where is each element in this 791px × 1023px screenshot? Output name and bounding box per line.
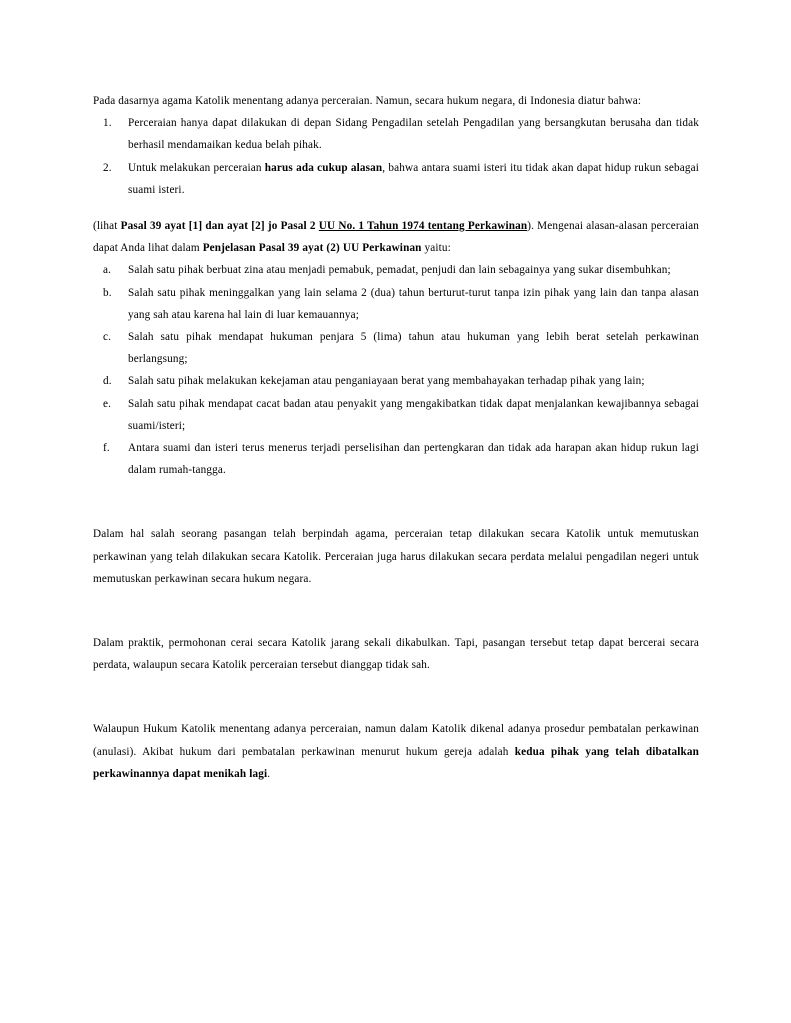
text-run: ). Mengenai alasan-alasan perceraian dapat Anda lihat dalam — [93, 220, 699, 255]
text-run: . — [267, 767, 271, 780]
alpha-list — [93, 259, 699, 481]
list-item — [93, 370, 699, 392]
list-item — [93, 157, 699, 201]
text-run: (lihat — [93, 220, 121, 233]
list-item — [93, 259, 699, 281]
list-marker: c. — [103, 331, 112, 344]
list-item-text: Perceraian hanya dapat dilakukan di depan Sidang Pengadilan setelah Pengadilan yang bersangkutan berusaha dan tidak berhasil mendamaikan kedua belah pihak. — [128, 117, 699, 152]
paragraph-religion-change: Dalam hal salah seorang pasangan telah berpindah agama, perceraian tetap dilakukan secara Katolik untuk memutuskan perkawinan yang telah dilakukan secara Katolik. Perceraian juga harus dilakukan secara perdata melalui pengadilan negeri untuk memutuskan perkawinan secara hukum negara. — [93, 528, 699, 585]
bold-text: Pasal 39 ayat [1] dan ayat [2] jo Pasal 2 — [120, 220, 319, 233]
list-item-text: Antara suami dan isteri terus menerus terjadi perselisihan dan pertengkaran dan tidak ada harapan akan hidup rukun lagi dalam rumah-tangga. — [128, 442, 699, 477]
list-marker: 2. — [103, 161, 112, 174]
bold-text: harus ada cukup alasan — [264, 161, 383, 174]
paragraph-practice: Dalam praktik, permohonan cerai secara Katolik jarang sekali dikabulkan. Tapi, pasangan tersebut tetap dapat bercerai secara perdata, walaupun secara Katolik perceraian tersebut dianggap tidak sah. — [93, 637, 699, 672]
numbered-list — [93, 112, 699, 201]
list-marker: a. — [103, 264, 112, 277]
list-marker: f. — [103, 442, 110, 455]
paragraph-intro: Pada dasarnya agama Katolik menentang adanya perceraian. Namun, secara hukum negara, di Indonesia diatur bahwa: — [93, 95, 642, 107]
list-marker: 1. — [103, 117, 112, 130]
list-item — [93, 326, 699, 370]
list-item-text: , bahwa antara suami isteri itu tidak akan dapat hidup rukun sebagai suami isteri. — [128, 161, 699, 196]
text-run: Walaupun Hukum Katolik menentang adanya perceraian, namun dalam Katolik dikenal adanya prosedur pembatalan perkawinan (anulasi). Akibat hukum dari pembatalan perkawinan menurut hukum gereja adalah — [93, 723, 699, 758]
text-run: yaitu: — [421, 242, 451, 255]
bold-text: Penjelasan Pasal 39 ayat (2) UU Perkawinan — [202, 242, 422, 255]
paragraph-reference — [93, 215, 699, 259]
law-link[interactable]: UU No. 1 Tahun 1974 tentang Perkawinan — [318, 220, 528, 233]
bold-text: kedua pihak yang telah dibatalkan perkawinannya dapat menikah lagi — [93, 745, 699, 780]
list-item-text: Salah satu pihak melakukan kekejaman atau penganiayaan berat yang membahayakan terhadap pihak yang lain; — [128, 375, 645, 388]
list-item — [93, 393, 699, 437]
list-item-text: Salah satu pihak mendapat cacat badan atau penyakit yang mengakibatkan tidak dapat menjalankan kewajibannya sebagai suami/isteri; — [128, 397, 699, 432]
list-item-text: Untuk melakukan perceraian — [128, 161, 265, 174]
list-item-text: Salah satu pihak berbuat zina atau menjadi pemabuk, pemadat, penjudi dan lain sebagainya yang sukar disembuhkan; — [128, 264, 671, 277]
list-item-text: Salah satu pihak meninggalkan yang lain selama 2 (dua) tahun berturut-turut tanpa izin pihak yang lain dan tanpa alasan yang sah atau karena hal lain di luar kemauannya; — [128, 286, 699, 321]
list-marker: d. — [103, 375, 112, 388]
list-item — [93, 437, 699, 481]
paragraph-annulment — [93, 718, 699, 785]
list-marker: b. — [103, 286, 112, 299]
list-item — [93, 282, 699, 326]
list-item-text: Salah satu pihak mendapat hukuman penjara 5 (lima) tahun atau hukuman yang lebih berat setelah perkawinan berlangsung; — [128, 331, 699, 366]
list-item — [93, 112, 699, 156]
document-body — [93, 90, 699, 785]
list-marker: e. — [103, 397, 112, 410]
